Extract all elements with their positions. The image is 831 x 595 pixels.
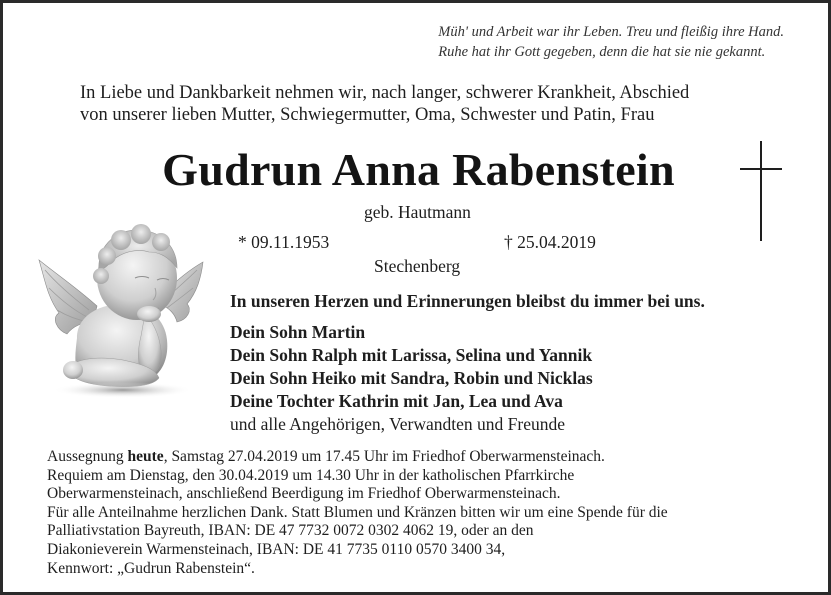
intro-text [80, 82, 689, 126]
relatives-line: und alle Angehörigen, Verwandten und Freunde [230, 414, 566, 434]
maiden-name: geb. Hautmann [364, 202, 471, 222]
service-line: Palliativstation Bayreuth, IBAN: DE 47 7732 0072 0302 4062 19, oder an den [47, 522, 534, 540]
deceased-name: Gudrun Anna Rabenstein [162, 144, 675, 195]
cross-icon [740, 141, 782, 241]
service-line: Für alle Anteilnahme herzlichen Dank. Statt Blumen und Kränzen bitten wir um eine Spende für die [47, 503, 668, 521]
motto-verse [438, 22, 784, 62]
service-text: Aussegnung [47, 448, 128, 465]
intro-line: von unserer lieben Mutter, Schwiegermutter, Oma, Schwester und Patin, Frau [80, 105, 655, 125]
angel-figure [37, 218, 209, 403]
residence-place: Stechenberg [374, 256, 461, 276]
survivor-line: Dein Sohn Heiko mit Sandra, Robin und Nicklas [230, 368, 593, 388]
survivors-list [230, 321, 593, 436]
service-text: , Samstag 27.04.2019 um 17.45 Uhr im Friedhof Oberwarmensteinach. [163, 448, 605, 465]
service-line: Oberwarmensteinach, anschließend Beerdigung im Friedhof Oberwarmensteinach. [47, 485, 561, 503]
service-highlight: heute [127, 448, 164, 465]
motto-line: Müh' und Arbeit war ihr Leben. Treu und fleißig ihre Hand. [438, 24, 784, 40]
death-date: † 25.04.2019 [504, 232, 596, 252]
service-details [47, 448, 668, 578]
survivor-line: Dein Sohn Martin [230, 322, 366, 342]
motto-line: Ruhe hat ihr Gott gegeben, denn die hat sie nie gekannt. [438, 44, 766, 60]
survivor-line: Dein Sohn Ralph mit Larissa, Selina und Yannik [230, 345, 593, 365]
survivor-line: Deine Tochter Kathrin mit Jan, Lea und Ava [230, 391, 563, 411]
birth-date: * 09.11.1953 [238, 232, 330, 252]
service-line: Kennwort: „Gudrun Rabenstein“. [47, 559, 255, 577]
service-line: Requiem am Dienstag, den 30.04.2019 um 14.30 Uhr in der katholischen Pfarrkirche [47, 466, 575, 484]
intro-line: In Liebe und Dankbarkeit nehmen wir, nach langer, schwerer Krankheit, Abschied [80, 83, 690, 103]
service-line: Diakonieverein Warmensteinach, IBAN: DE 41 7735 0110 0570 3400 34, [47, 540, 506, 558]
service-line [47, 448, 668, 467]
memorial-line: In unseren Herzen und Erinnerungen bleibst du immer bei uns. [230, 291, 705, 311]
